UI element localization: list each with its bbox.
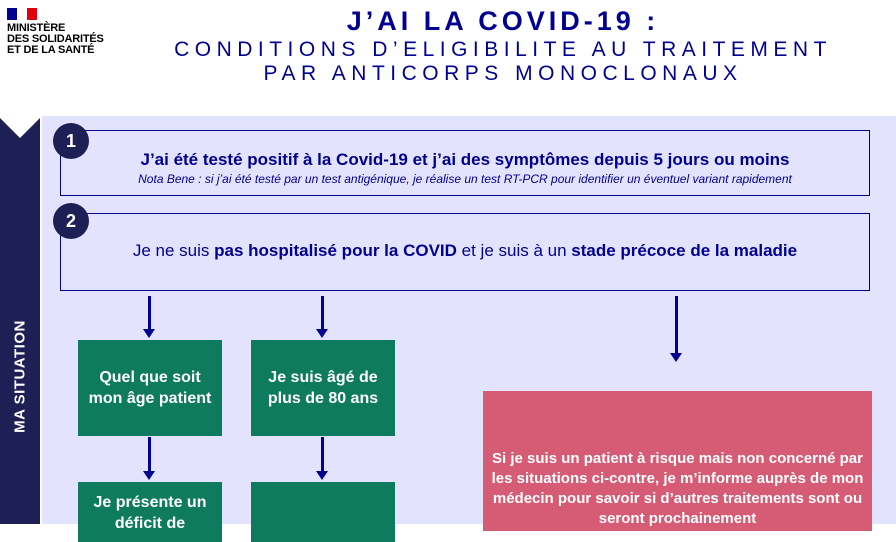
text: et je suis à un: [456, 241, 572, 260]
other-situation-box: Si je suis un patient à risque mais non concerné par les situations ci-contre, je m’informe auprès de mon médecin pour savoir si d’autres traitements sont ou seront prochainement: [483, 391, 872, 531]
page-title: J’AI LA COVID-19 :: [346, 6, 660, 36]
branch-over-80: Je suis âgé de plus de 80 ans: [251, 340, 395, 436]
subtitle-line-1: CONDITIONS D’ELIGIBILITE AU TRAITEMENT: [174, 38, 832, 61]
text-bold: pas hospitalisé pour la COVID: [214, 241, 457, 260]
ministry-name-2: DES SOLIDARITÉS: [7, 33, 104, 45]
step-1-number: 1: [53, 123, 89, 159]
branch-deficit: Je présente un déficit de: [78, 482, 222, 542]
step-2-number: 2: [53, 203, 89, 239]
step-1-box: [60, 130, 870, 196]
text-bold: stade précoce de la maladie: [571, 241, 798, 260]
step-2-box: [60, 213, 870, 291]
arrow-down-icon: [321, 296, 324, 332]
arrow-down-icon: [675, 296, 678, 356]
branch-any-age: Quel que soit mon âge patient: [78, 340, 222, 436]
chevron-down-icon: [0, 118, 40, 138]
ministry-name-3: ET DE LA SANTÉ: [7, 44, 95, 56]
sidebar: [0, 118, 40, 524]
flag-icon: [7, 8, 37, 20]
sidebar-label: MA SITUATION: [11, 320, 29, 433]
ministry-name-1: MINISTÈRE: [7, 22, 66, 34]
arrow-down-icon: [321, 437, 324, 474]
arrow-down-icon: [148, 437, 151, 474]
branch-over-80-next: [251, 482, 395, 542]
step-1-note: Nota Bene : si j’ai été testé par un test antigénique, je réalise un test RT-PCR pour identifier un éventuel variant rapidement: [138, 172, 792, 186]
text: Je ne suis: [132, 241, 215, 260]
step-1-heading: J’ai été testé positif à la Covid-19 et j’ai des symptômes depuis 5 jours ou moins: [140, 150, 790, 169]
step-2-text: [61, 241, 869, 261]
ministry-logo: [7, 8, 104, 56]
page-subtitle: [110, 38, 896, 86]
subtitle-line-2: PAR ANTICORPS MONOCLONAUX: [263, 62, 743, 85]
arrow-down-icon: [148, 296, 151, 332]
